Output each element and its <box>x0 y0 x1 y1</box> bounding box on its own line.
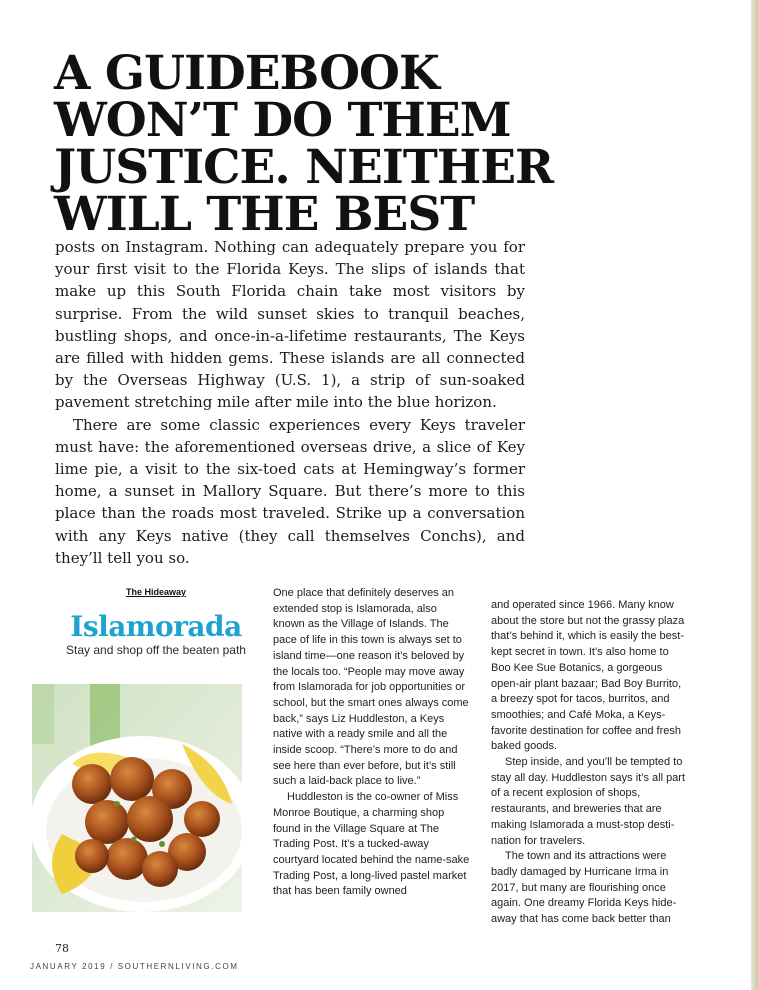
intro-text <box>55 236 525 569</box>
sidebar-title: Islamorada <box>70 610 242 643</box>
body-paragraph: Huddleston is the co-owner of Miss Monroe Boutique, a charming shop found in the Village Square at The Trading Post. It’s a tucked-away courtyard located behind the name-sake Trading Post, a long-lived pastel market that has been family owned <box>273 791 470 898</box>
page-number: 78 <box>55 942 69 955</box>
page-edge <box>751 0 758 990</box>
folio: JANUARY 2019 / SOUTHERNLIVING.COM <box>30 962 239 971</box>
body-paragraph: Step inside, and you’ll be tempted to stay all day. Huddleston says it’s all part of a recent explosion of shops, restaurants, and breweries that are making Islamorada a must-stop desti-nation for travelers. <box>491 756 686 847</box>
headline-line: A GUIDEBOOK <box>54 46 439 101</box>
headline <box>54 46 614 242</box>
headline-line: WILL THE BEST <box>54 187 475 242</box>
sidebar-subtitle: Stay and shop off the beaten path <box>66 643 246 657</box>
body-column-1 <box>273 586 471 900</box>
intro-paragraph: posts on Instagram. Nothing can adequately prepare you for your first visit to the Florida Keys. The slips of islands that make up this South Florida chain take most visitors by surprise. From the wild sunset skies to tranquil beaches, bustling shops, and once-in-a-lifetime restaurants, The Keys are filled with hidden gems. These islands are all connected by the Overseas Highway (U.S. 1), a strip of sun-soaked pavement stretching mile after mile into the blue horizon. <box>55 238 525 412</box>
conch-fritters-photo <box>32 684 242 912</box>
headline-line: JUSTICE. NEITHER <box>54 140 554 195</box>
intro-paragraph: There are some classic experiences every Keys traveler must have: the aforementioned overseas drive, a slice of Key lime pie, a visit to the six-toed cats at Hemingway’s former home, a sunset in Mallory Square. But there’s more to this place than the roads most traveled. Strike up a conversation with any Keys native (they call themselves Conchs), and they’ll tell you so. <box>55 415 525 567</box>
section-kicker: The Hideaway <box>126 587 187 597</box>
body-column-2 <box>491 598 689 928</box>
body-paragraph: and operated since 1966. Many know about the store but not the grassy plaza that’s behind it, which is easily the best-kept secret in town. It’s also home to Boo Kee Sue Botanics, a gorgeous open-air plant bazaar; Bad Boy Burrito, a breezy spot for tacos, burritos, and smoothies; and Café Moka, a Keys-favorite destination for coffee and fresh baked goods. <box>491 599 685 753</box>
body-paragraph: One place that definitely deserves an extended stop is Islamorada, also known as the Village of Islands. The pace of life in this town is always set to island time—one reason it’s beloved by the locals too. “People may move away from Islamorada for job opportunities or school, but the smart ones always come back,” says Liz Huddleston, a Keys native with a ready smile and all the inside scoop. “There’s more to do and see here than ever before, but it’s still such a laid-back place to live.” <box>273 587 469 788</box>
body-paragraph: The town and its attractions were badly damaged by Hurricane Irma in 2017, but many are flourishing once again. One dreamy Florida Keys hide-away that has come back better than <box>491 850 677 926</box>
headline-line: WON’T DO THEM <box>54 93 511 148</box>
